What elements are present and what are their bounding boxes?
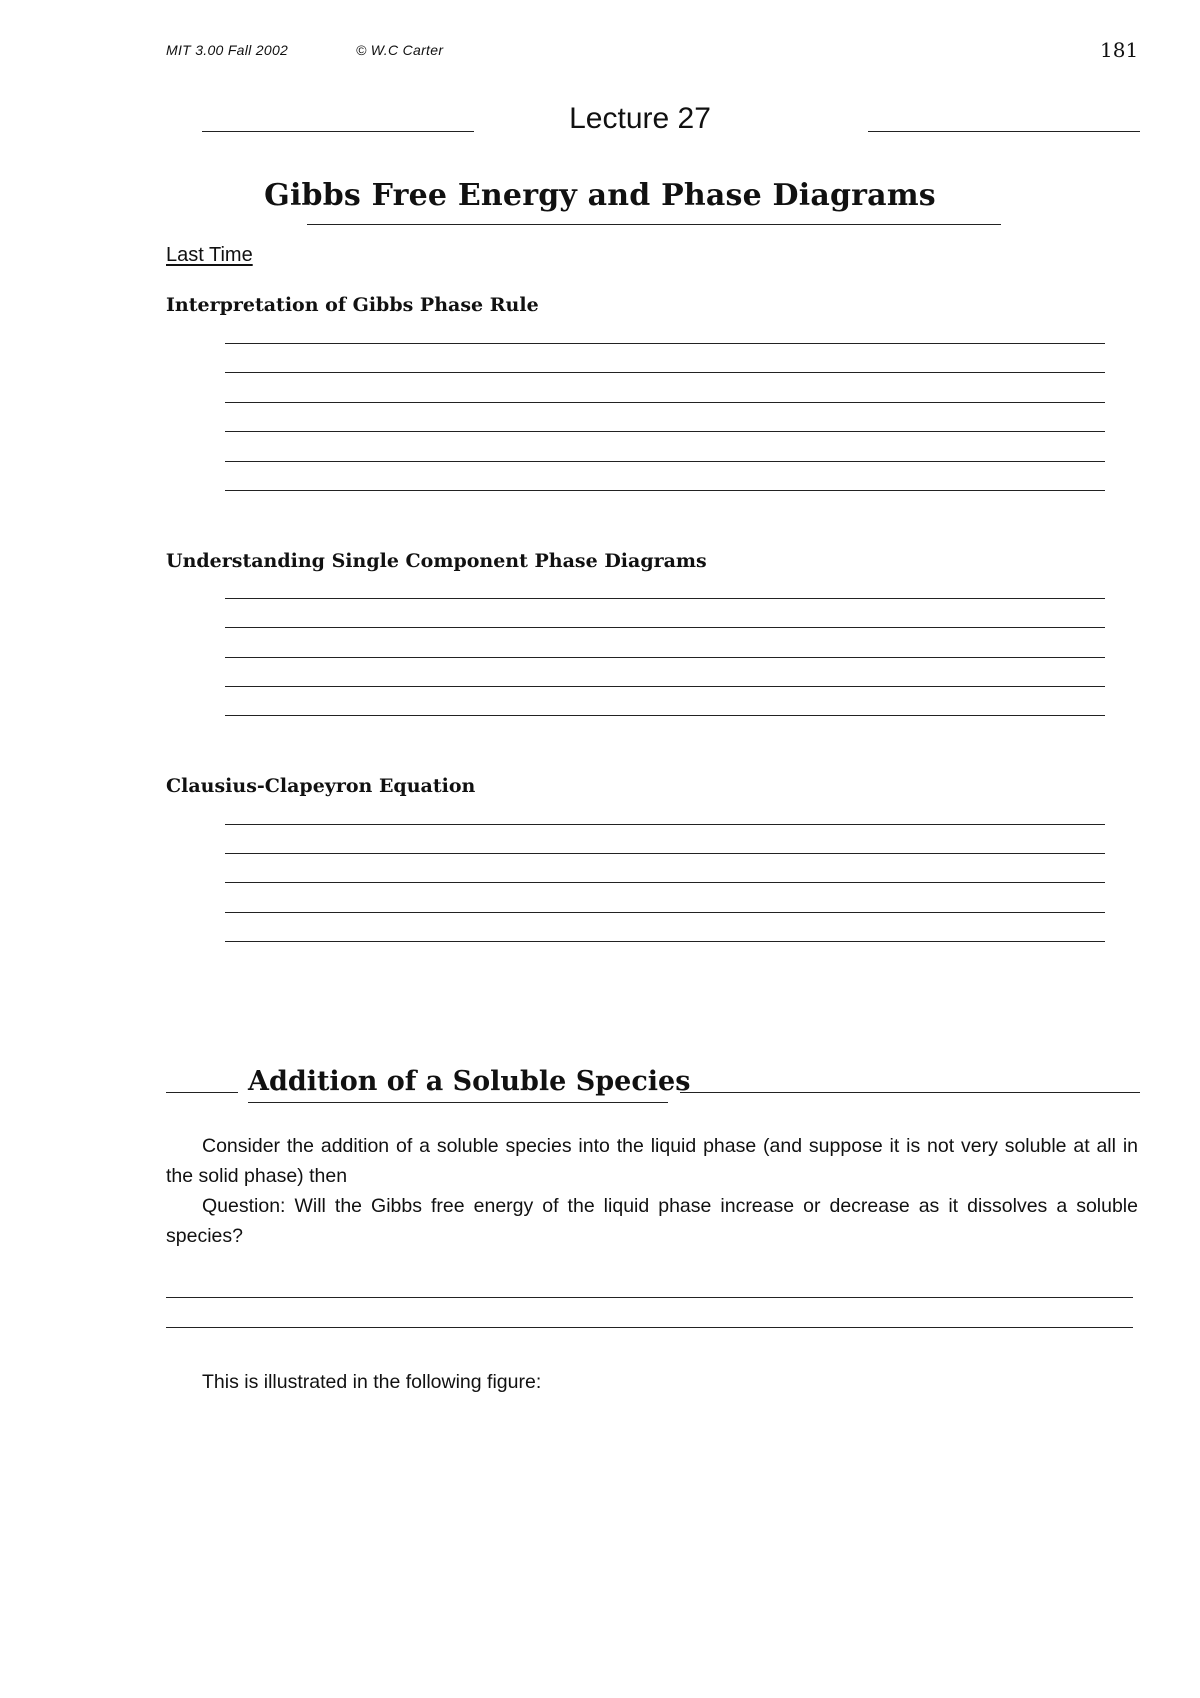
course-header: MIT 3.00 Fall 2002	[166, 42, 289, 58]
writing-line	[225, 627, 1105, 628]
writing-line	[225, 715, 1105, 716]
writing-line	[225, 490, 1105, 491]
document-title: Gibbs Free Energy and Phase Diagrams	[264, 178, 936, 213]
lecture-rule-left	[202, 131, 474, 132]
writing-line	[225, 431, 1105, 432]
section-heading-gibbs-phase-rule: Interpretation of Gibbs Phase Rule	[166, 294, 539, 316]
section-rule-right	[680, 1092, 1140, 1093]
writing-line	[225, 912, 1105, 913]
section-rule-left	[166, 1092, 238, 1093]
writing-line	[225, 853, 1105, 854]
writing-line	[225, 686, 1105, 687]
lecture-label: Lecture 27	[569, 102, 711, 135]
writing-line	[225, 402, 1105, 403]
copyright-notice: © W.C Carter	[356, 42, 444, 58]
writing-line	[225, 882, 1105, 883]
writing-line	[225, 598, 1105, 599]
page-number: 181	[1100, 38, 1139, 62]
answer-line	[166, 1297, 1133, 1298]
figure-intro-text: This is illustrated in the following figure:	[202, 1371, 542, 1393]
section-heading-clausius-clapeyron: Clausius-Clapeyron Equation	[166, 775, 476, 797]
paragraph-consider-addition: Consider the addition of a soluble species into the liquid phase (and suppose it is not very soluble at all in the solid phase) then	[166, 1135, 1138, 1187]
writing-line	[225, 372, 1105, 373]
writing-line	[225, 657, 1105, 658]
writing-line	[225, 941, 1105, 942]
paragraph-question: Question: Will the Gibbs free energy of the liquid phase increase or decrease as it dissolves a soluble species?	[166, 1195, 1138, 1247]
writing-line	[225, 461, 1105, 462]
lecture-rule-right	[868, 131, 1140, 132]
answer-line	[166, 1327, 1133, 1328]
section-heading-underline	[248, 1102, 668, 1103]
title-underline	[307, 224, 1001, 225]
writing-line	[225, 824, 1105, 825]
section-heading-single-component: Understanding Single Component Phase Diagrams	[166, 550, 707, 572]
section-heading-soluble-species: Addition of a Soluble Species	[248, 1066, 691, 1097]
last-time-label: Last Time	[166, 244, 253, 266]
writing-line	[225, 343, 1105, 344]
